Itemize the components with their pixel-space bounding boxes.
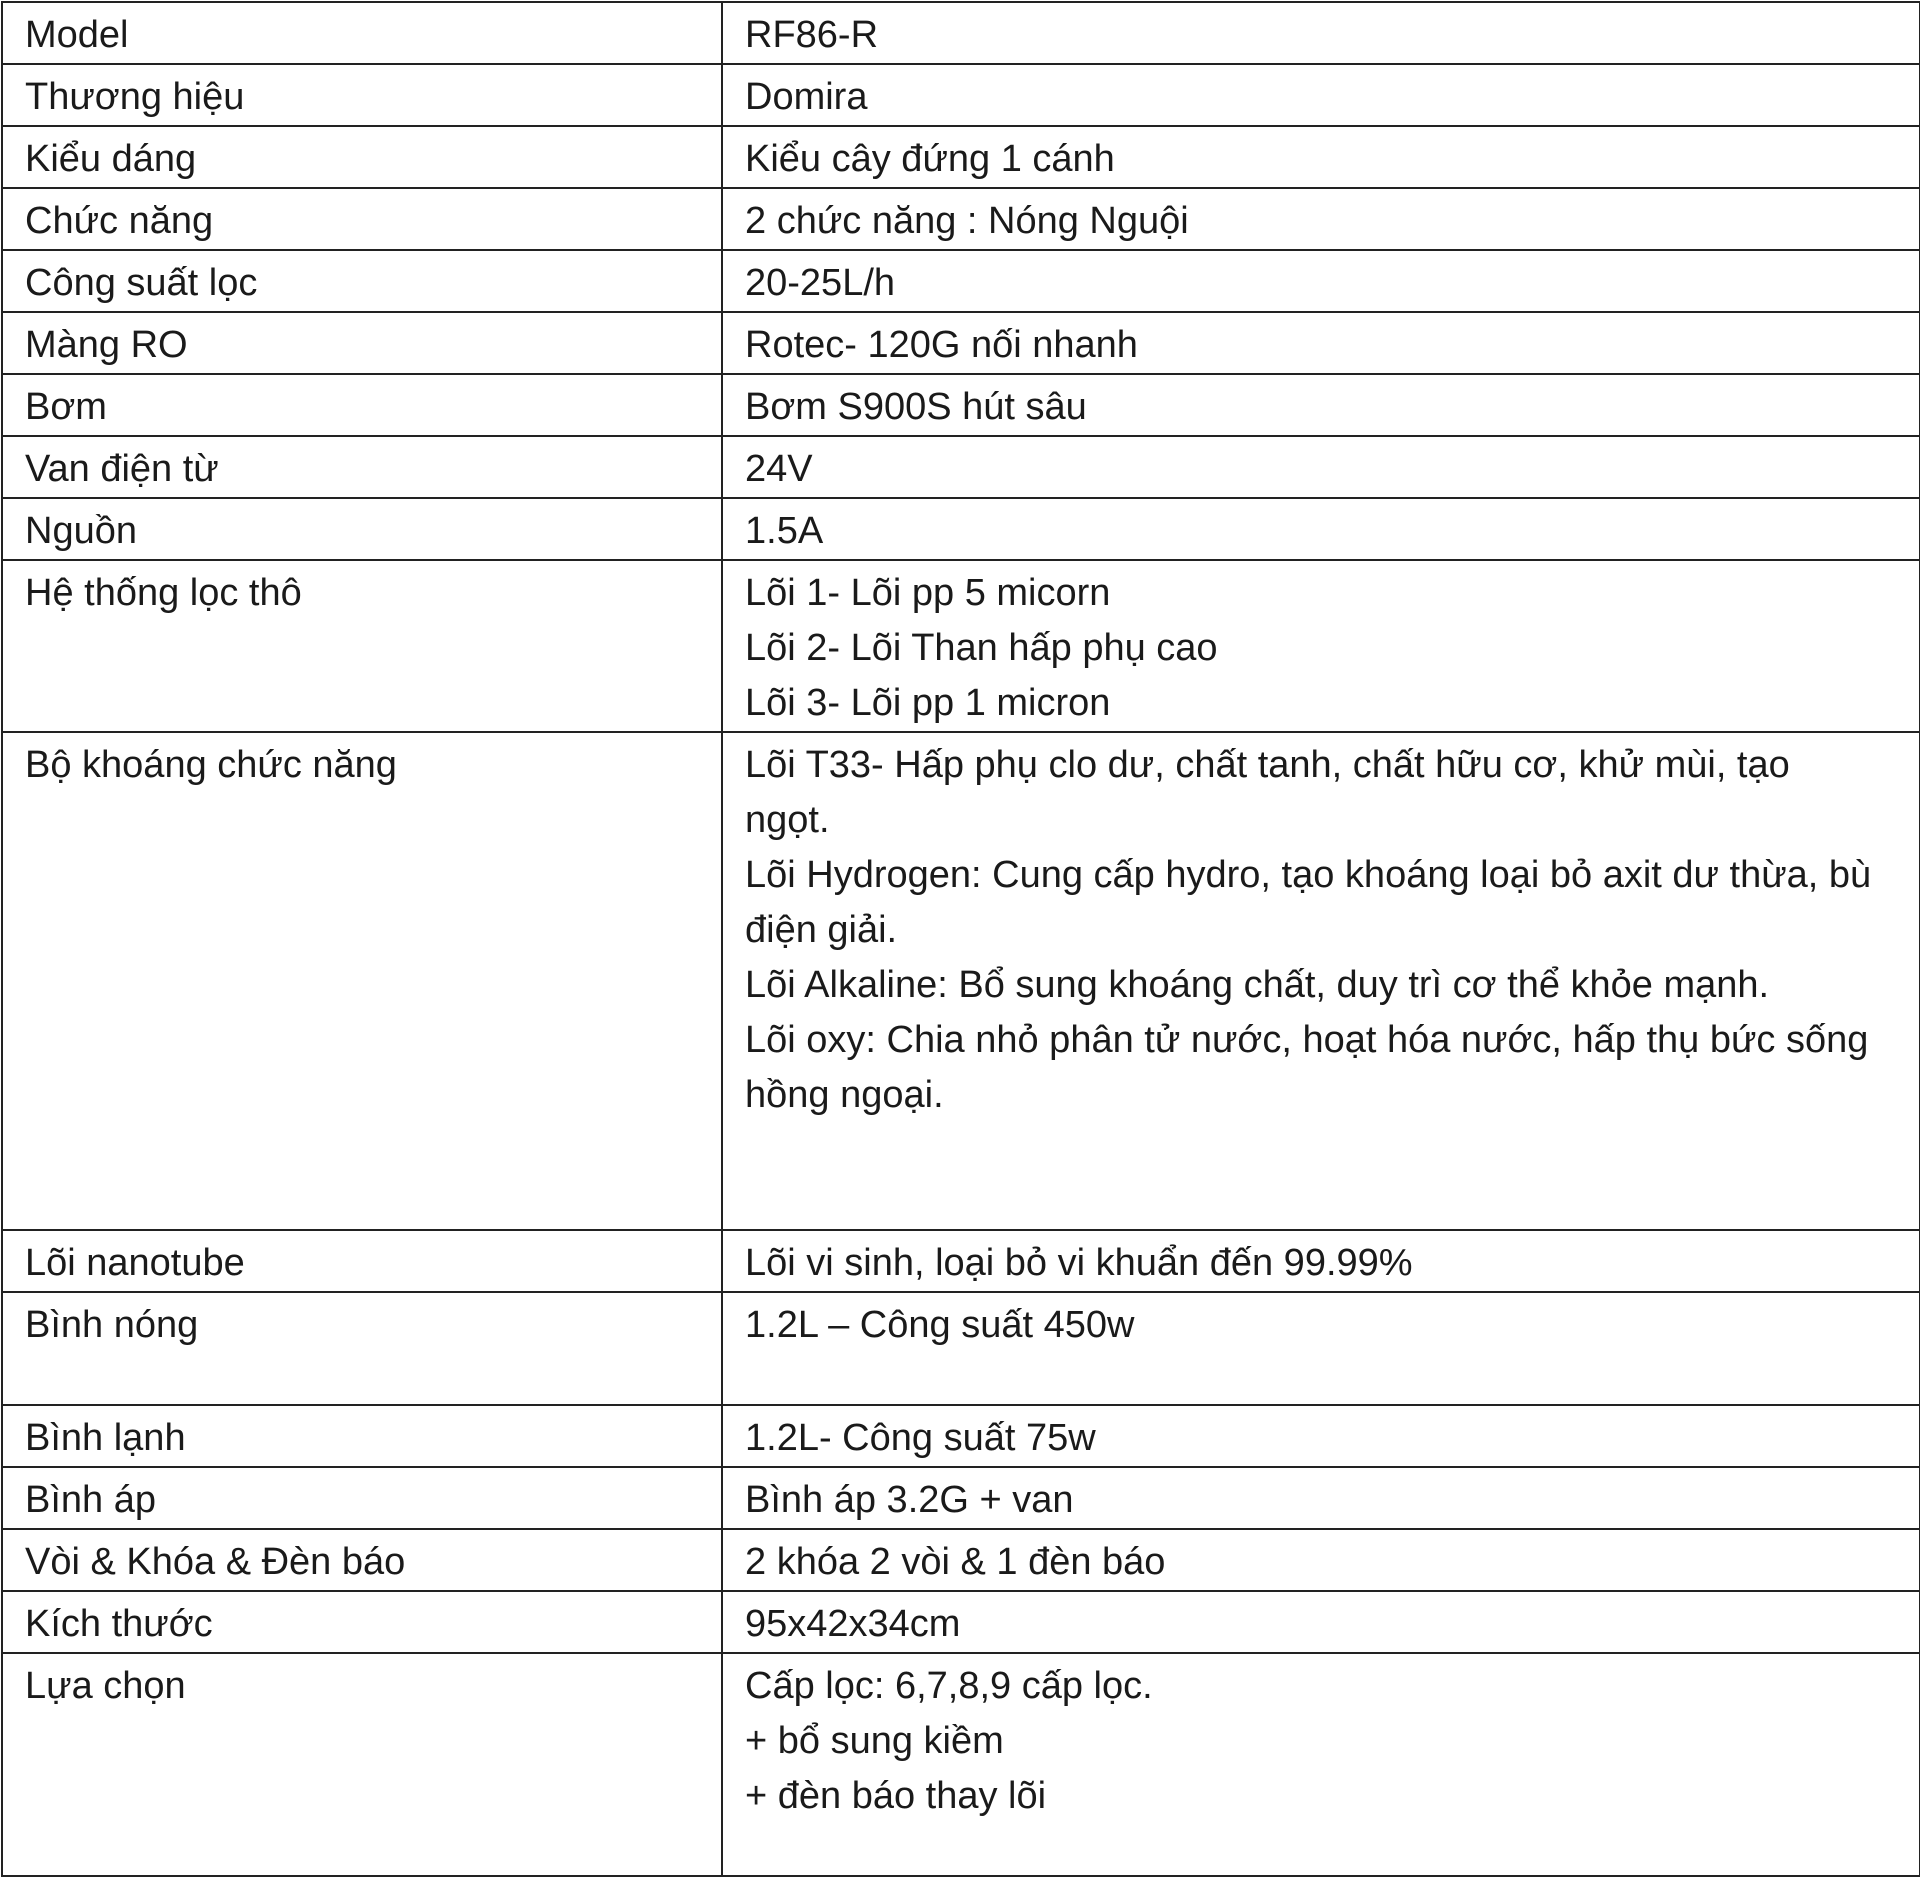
spec-value (722, 732, 1920, 1230)
spec-row (2, 436, 1920, 498)
spec-row (2, 1467, 1920, 1529)
spec-value-line: 20-25L/h (745, 262, 896, 304)
spec-value-line: 1.2L- Công suất 75w (745, 1417, 1096, 1459)
spec-value (722, 250, 1920, 312)
spec-value (722, 374, 1920, 436)
spec-value-line: 2 chức năng : Nóng Nguội (745, 200, 1189, 242)
spec-value (722, 1467, 1920, 1529)
spec-value-line: + đèn báo thay lõi (745, 1775, 1047, 1817)
spec-label: Bơm (2, 374, 722, 436)
spec-label: Công suất lọc (2, 250, 722, 312)
spec-row (2, 64, 1920, 126)
spec-value (722, 1529, 1920, 1591)
spec-label: Model (2, 2, 722, 64)
spec-value (722, 1653, 1920, 1876)
spec-value-line: Lõi oxy: Chia nhỏ phân tử nước, hoạt hóa nước, hấp thụ bức sống hồng ngoại. (745, 1019, 1869, 1116)
spec-label: Bình lạnh (2, 1405, 722, 1467)
spec-row (2, 250, 1920, 312)
spec-row (2, 374, 1920, 436)
spec-value (722, 1230, 1920, 1292)
spec-value-line: Domira (745, 76, 868, 118)
spec-label: Kiểu dáng (2, 126, 722, 188)
spec-row (2, 312, 1920, 374)
spec-value-line: Bơm S900S hút sâu (745, 386, 1087, 428)
spec-value-line: 2 khóa 2 vòi & 1 đèn báo (745, 1541, 1166, 1583)
spec-row (2, 1405, 1920, 1467)
spec-label: Lõi nanotube (2, 1230, 722, 1292)
spec-label: Vòi & Khóa & Đèn báo (2, 1529, 722, 1591)
spec-value (722, 1591, 1920, 1653)
spec-value-line: 95x42x34cm (745, 1603, 961, 1645)
spec-value (722, 1292, 1920, 1405)
spec-value-line: Rotec- 120G nối nhanh (745, 324, 1138, 366)
spec-value-line: RF86-R (745, 14, 879, 56)
spec-value-line: Lõi 3- Lõi pp 1 micron (745, 682, 1111, 724)
spec-label: Nguồn (2, 498, 722, 560)
spec-label: Thương hiệu (2, 64, 722, 126)
spec-value-line: Kiểu cây đứng 1 cánh (745, 138, 1115, 180)
spec-label: Chức năng (2, 188, 722, 250)
spec-value-line: Lõi vi sinh, loại bỏ vi khuẩn đến 99.99% (745, 1242, 1413, 1284)
spec-label: Màng RO (2, 312, 722, 374)
spec-value-line: 24V (745, 448, 813, 490)
spec-label: Bình nóng (2, 1292, 722, 1405)
spec-row (2, 1529, 1920, 1591)
spec-table-body (2, 2, 1920, 1876)
spec-value-line: Lõi 1- Lõi pp 5 micorn (745, 572, 1111, 614)
spec-row (2, 732, 1920, 1230)
spec-row (2, 188, 1920, 250)
spec-label: Hệ thống lọc thô (2, 560, 722, 732)
spec-value-line: + bổ sung kiềm (745, 1720, 1004, 1762)
spec-row (2, 560, 1920, 732)
spec-value-line: 1.5A (745, 510, 824, 552)
spec-value (722, 126, 1920, 188)
spec-row (2, 1230, 1920, 1292)
spec-label: Lựa chọn (2, 1653, 722, 1876)
spec-value-line: Lõi Hydrogen: Cung cấp hydro, tạo khoáng loại bỏ axit dư thừa, bù điện giải. (745, 854, 1872, 951)
spec-row (2, 1591, 1920, 1653)
spec-value (722, 498, 1920, 560)
spec-label: Bình áp (2, 1467, 722, 1529)
spec-value-line: Lõi 2- Lõi Than hấp phụ cao (745, 627, 1218, 669)
spec-value-line: Cấp lọc: 6,7,8,9 cấp lọc. (745, 1665, 1153, 1707)
spec-value (722, 2, 1920, 64)
spec-row (2, 1653, 1920, 1876)
spec-value (722, 560, 1920, 732)
spec-table (1, 1, 1920, 1877)
spec-value (722, 188, 1920, 250)
spec-value (722, 64, 1920, 126)
spec-value-line: Lõi T33- Hấp phụ clo dư, chất tanh, chất hữu cơ, khử mùi, tạo ngọt. (745, 744, 1790, 841)
spec-value (722, 312, 1920, 374)
spec-row (2, 1292, 1920, 1405)
spec-value (722, 1405, 1920, 1467)
spec-value-line: Bình áp 3.2G + van (745, 1479, 1074, 1521)
spec-row (2, 498, 1920, 560)
spec-label: Bộ khoáng chức năng (2, 732, 722, 1230)
spec-label: Van điện từ (2, 436, 722, 498)
spec-row (2, 2, 1920, 64)
spec-label: Kích thước (2, 1591, 722, 1653)
spec-row (2, 126, 1920, 188)
spec-value-line: 1.2L – Công suất 450w (745, 1304, 1135, 1346)
spec-value-line: Lõi Alkaline: Bổ sung khoáng chất, duy trì cơ thể khỏe mạnh. (745, 964, 1770, 1006)
spec-value (722, 436, 1920, 498)
